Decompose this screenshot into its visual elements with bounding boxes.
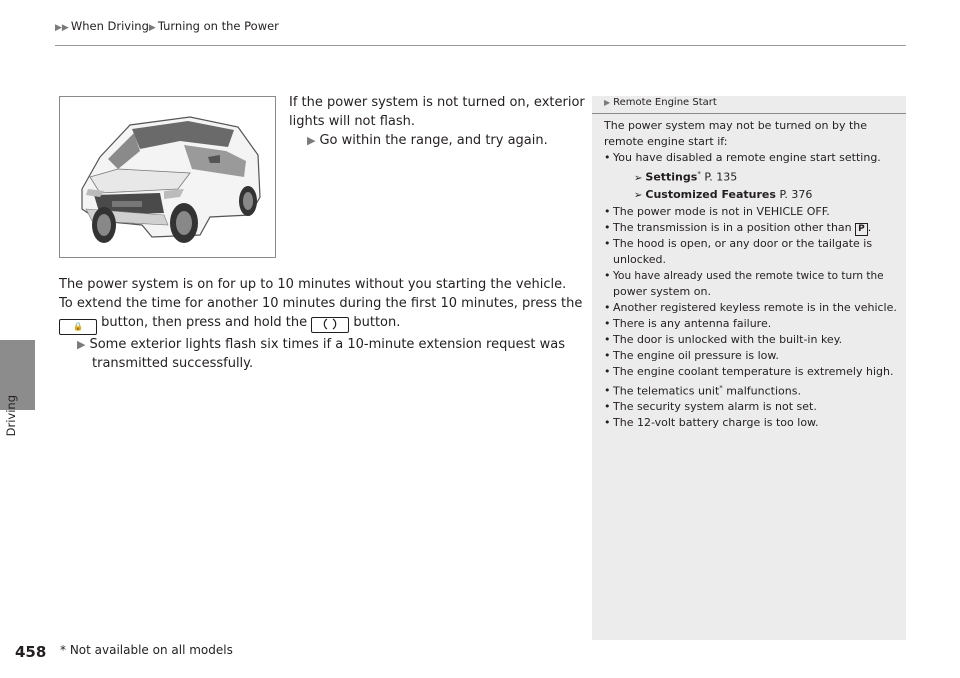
note-bullet: • The door is unlocked with the built-in key. <box>604 332 843 346</box>
note-bullet: • You have already used the remote twice to turn the <box>604 268 884 282</box>
note-bullet-text: The hood is open, or any door or the tailgate is <box>613 236 873 250</box>
note-marker-icon: ▶ <box>604 98 611 107</box>
arrow-icon: ▶ <box>77 338 86 351</box>
note-bullet: • The hood is open, or any door or the tailgate is <box>604 236 873 250</box>
paragraph: The power system is on for up to 10 minutes without you starting the vehicle. <box>59 277 567 292</box>
note-bullet: • The security system alarm is not set. <box>604 400 817 414</box>
note-bullet-text: The telematics unit <box>613 384 720 398</box>
cross-reference[interactable] <box>604 166 897 187</box>
side-note-title <box>604 97 717 108</box>
breadcrumb-arrow-icon: ▶▶ <box>55 23 69 33</box>
breadcrumb <box>55 19 279 33</box>
sub-note-text: Go within the range, and try again. <box>319 133 548 148</box>
intro-line: lights will not flash. <box>289 114 416 129</box>
note-bullet-text: You have already used the remote twice to turn the <box>613 269 884 282</box>
sub-note <box>59 335 582 354</box>
lock-button-icon: 🔒 <box>59 319 97 335</box>
note-bullet: • The telematics unit* malfunctions. <box>604 383 801 398</box>
note-bullet-text: The door is unlocked with the built-in key. <box>613 332 843 346</box>
footnote: * Not available on all models <box>60 643 233 657</box>
note-bullet-text: Another registered keyless remote is in the vehicle. <box>613 300 897 314</box>
note-bullet-text: power system on. <box>613 284 711 298</box>
header-divider <box>55 45 906 46</box>
cross-reference[interactable] <box>604 187 897 204</box>
remote-start-button-icon <box>311 317 349 333</box>
note-bullet: • The engine coolant temperature is extremely high. <box>604 364 894 378</box>
note-bullet-text: The 12-volt battery charge is too low. <box>613 416 819 430</box>
page-number: 458 <box>15 643 47 661</box>
reference-icon: ➢ <box>634 172 643 184</box>
side-note-body <box>604 118 897 431</box>
side-chapter-label: Driving <box>4 395 18 437</box>
note-bullet: • There is any antenna failure. <box>604 316 772 330</box>
note-bullet-text: The power mode is not in VEHICLE OFF. <box>613 204 830 218</box>
note-bullet: • The transmission is in a position other than P . <box>604 220 872 234</box>
footnote-star: * <box>697 170 701 178</box>
sub-note-text: transmitted successfully. <box>92 356 254 371</box>
note-bullet-text: You have disabled a remote engine start setting. <box>613 151 881 164</box>
sub-note <box>289 131 585 150</box>
note-bullet-text: The security system alarm is not set. <box>613 400 817 414</box>
footnote-star: * <box>719 383 723 392</box>
arrow-icon: ▶ <box>307 134 316 147</box>
paragraph-fragment: button. <box>353 315 401 330</box>
note-bullet-text: malfunctions. <box>722 384 801 398</box>
note-bullet-text: The transmission is in a position other than <box>613 220 852 234</box>
note-bullet: • You have disabled a remote engine start setting. <box>604 151 881 164</box>
note-bullet-text: The engine oil pressure is low. <box>613 348 779 362</box>
reference-icon: ➢ <box>634 189 643 201</box>
park-position-icon: P <box>855 223 868 236</box>
intro-text <box>289 93 585 150</box>
breadcrumb-item-turning-on-power[interactable]: Turning on the Power <box>157 19 279 33</box>
note-line: The power system may not be turned on by the <box>604 119 868 132</box>
note-bullet-text: The engine coolant temperature is extremely high. <box>613 364 894 378</box>
note-bullet-text: . <box>867 220 872 234</box>
vehicle-illustration <box>59 96 276 258</box>
reference-label[interactable]: Customized Features <box>645 187 776 201</box>
paragraph: To extend the time for another 10 minutes during the first 10 minutes, press the <box>59 296 583 311</box>
intro-line: If the power system is not turned on, exterior <box>289 95 585 110</box>
breadcrumb-arrow-icon: ▶ <box>148 23 156 33</box>
note-bullet-text: unlocked. <box>613 252 667 266</box>
reference-page[interactable]: P. 376 <box>779 187 813 201</box>
side-note-title-text: Remote Engine Start <box>613 97 717 108</box>
note-bullet: • The 12-volt battery charge is too low. <box>604 416 819 430</box>
breadcrumb-item-when-driving[interactable]: When Driving <box>70 19 149 33</box>
suv-icon <box>60 97 275 257</box>
sub-note-text: Some exterior lights flash six times if a 10-minute extension request was <box>89 337 565 352</box>
body-text <box>59 275 582 373</box>
reference-label[interactable]: Settings <box>645 170 698 184</box>
note-bullet: • The power mode is not in VEHICLE OFF. <box>604 204 830 218</box>
note-bullet: • Another registered keyless remote is in the vehicle. <box>604 300 897 314</box>
paragraph-fragment: button, then press and hold the <box>101 315 308 330</box>
note-bullet-text: There is any antenna failure. <box>613 316 772 330</box>
paragraph-buttons-line <box>59 313 582 335</box>
reference-page[interactable]: P. 135 <box>704 170 738 184</box>
note-bullet: • The engine oil pressure is low. <box>604 348 779 362</box>
note-line: remote engine start if: <box>604 135 728 148</box>
